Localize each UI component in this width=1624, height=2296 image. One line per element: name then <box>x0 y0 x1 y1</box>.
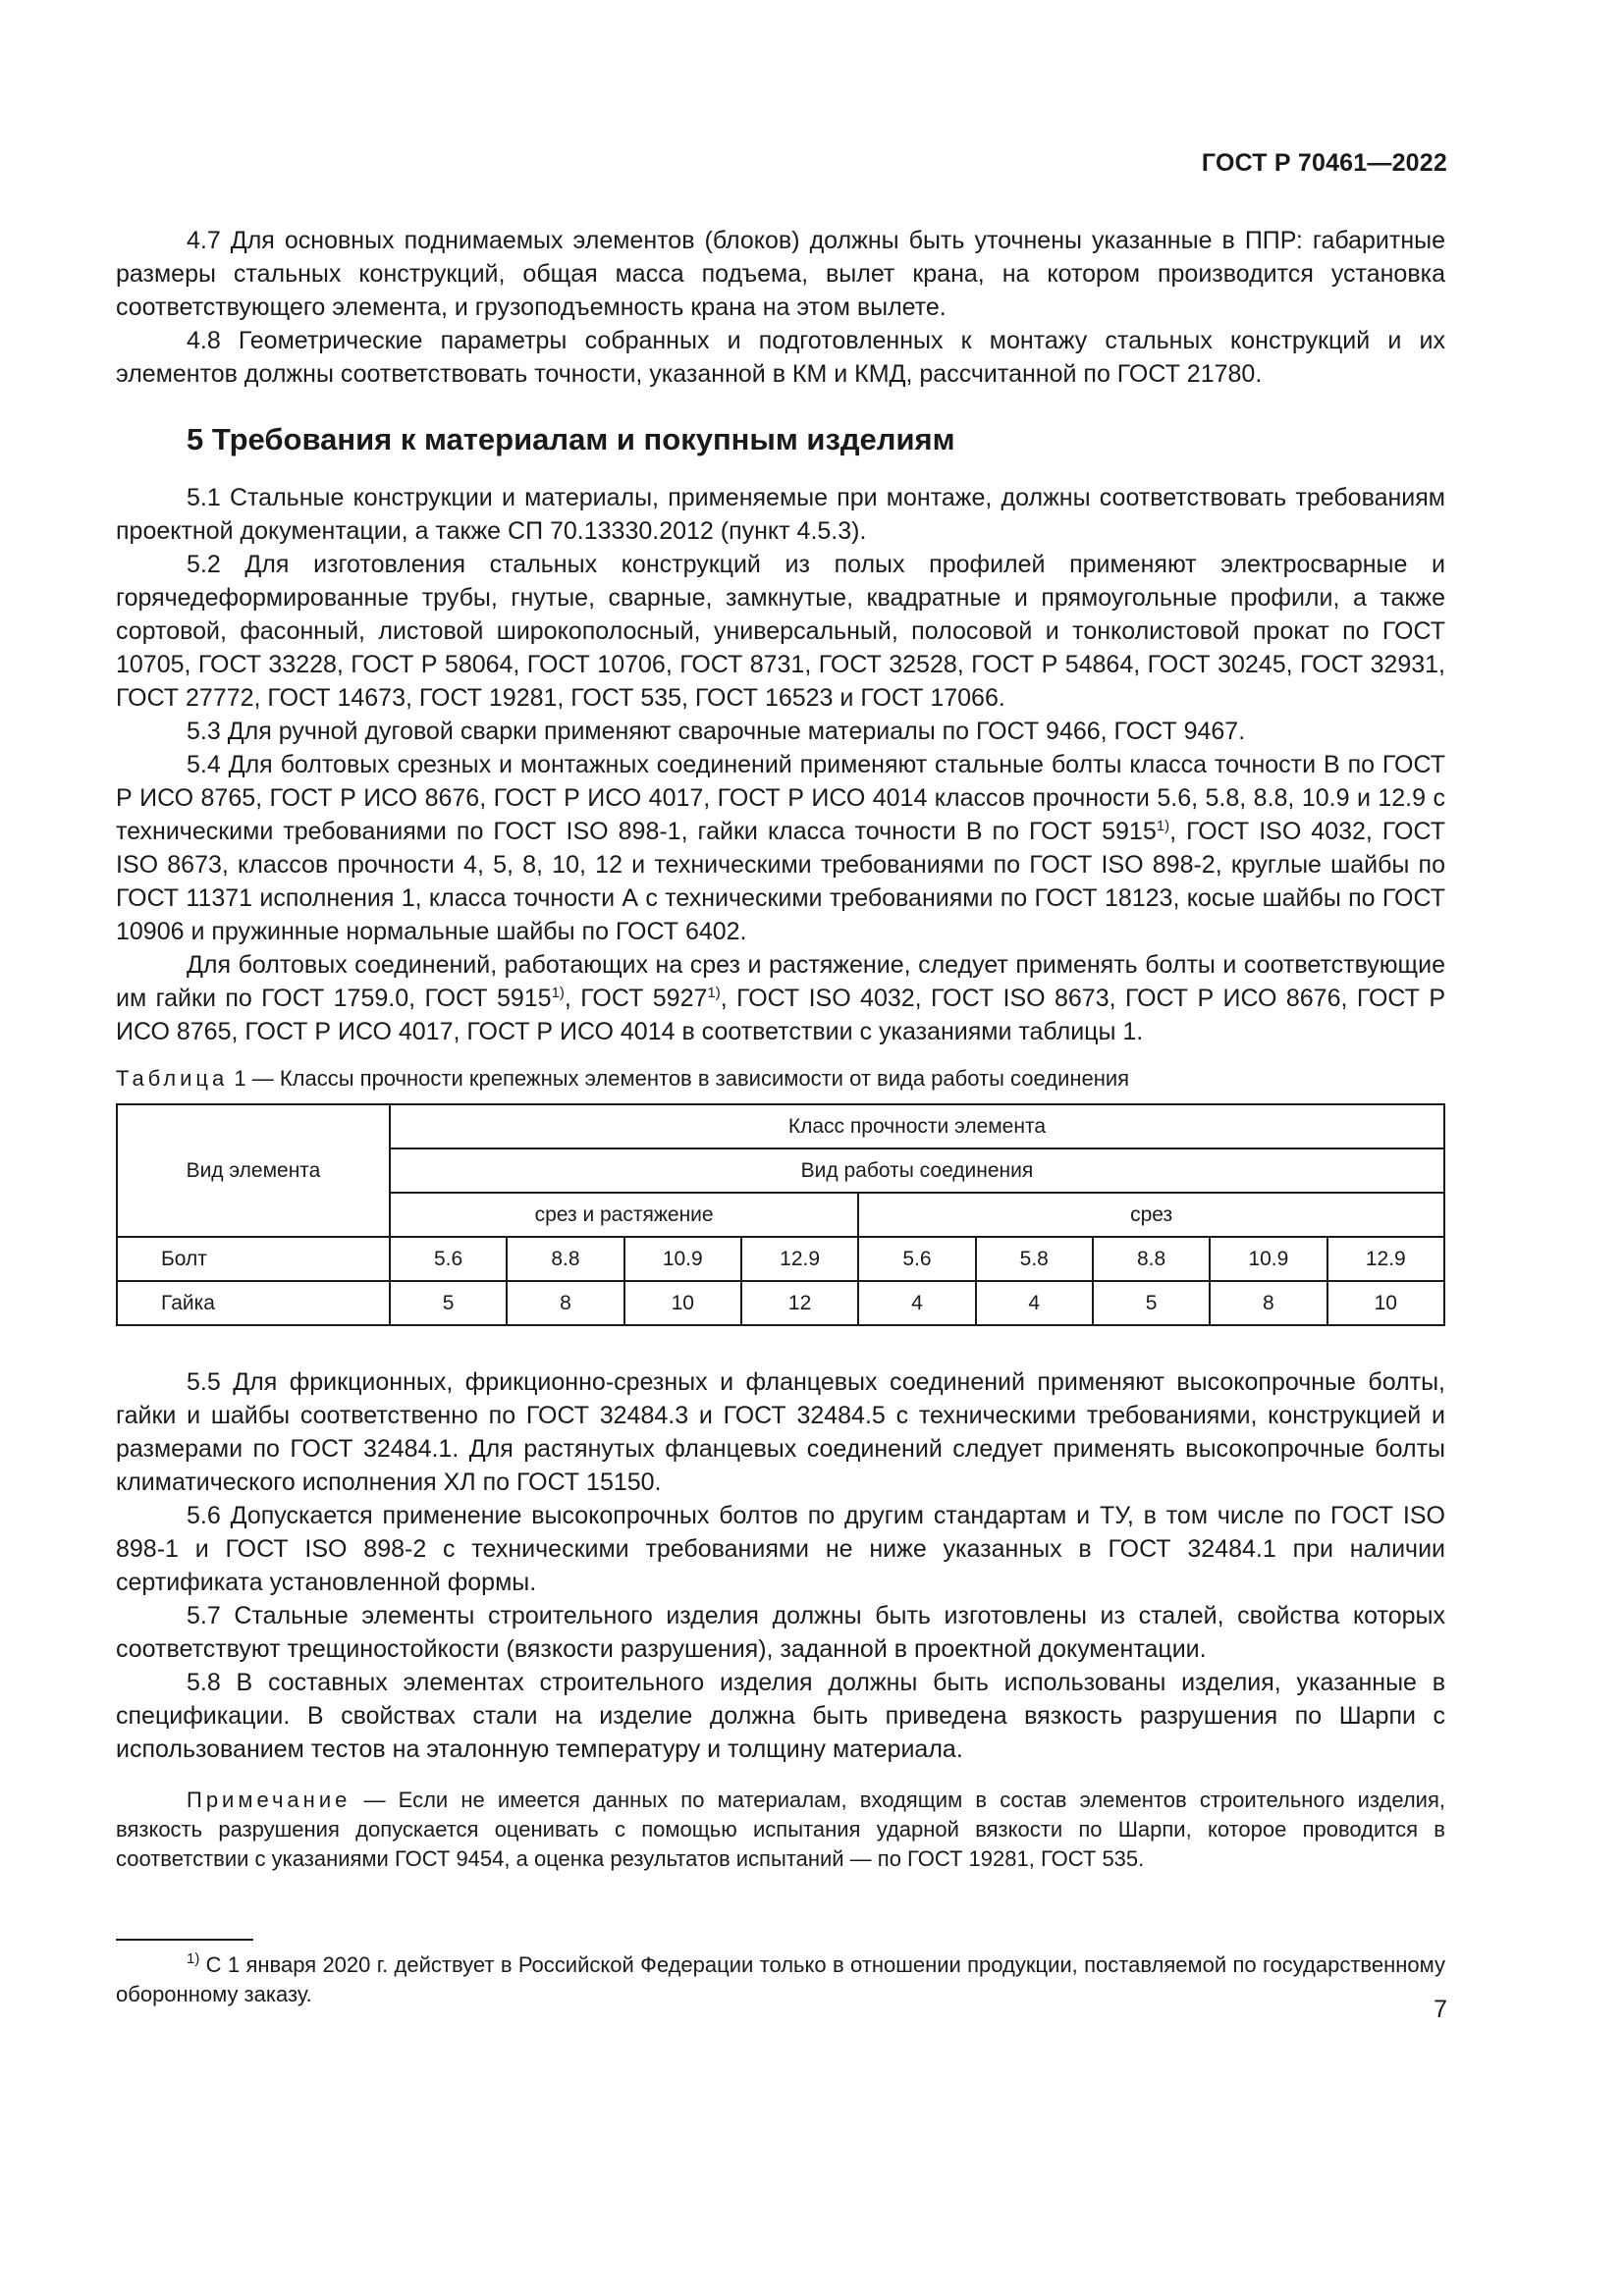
table-cell: 4 <box>858 1281 975 1325</box>
paragraph-5-4c-text-a: Для болтовых соединений, работающих на срез и растяжение, следует применять болты и соответствующие им гайки по ГОСТ 1759.0, ГОСТ 5915 <box>116 951 1445 1012</box>
paragraph-5-8: 5.8 В составных элементах строительного изделия должны быть использованы изделия, указанные в спецификации. В свойствах стали на изделие должна быть приведена вязкость разрушения по Шарпи с использованием тестов на эталонную температуру и толщину материала. <box>116 1669 1445 1763</box>
paragraph-5-4c-text-c: , ГОСТ ISO 4032, ГОСТ ISO 8673, ГОСТ Р ИСО 8676, ГОСТ Р ИСО 8765, ГОСТ Р ИСО 4017, ГОСТ Р ИСО 4014 в соответствии с указаниями таблицы 1. <box>116 985 1445 1045</box>
note <box>116 1786 1445 1874</box>
note-label: Примечание <box>187 1788 352 1812</box>
table-cell: 12.9 <box>1327 1237 1444 1281</box>
footnote-mark: 1) <box>187 1950 200 1967</box>
table-caption-word: Таблица <box>116 1066 229 1091</box>
paragraph-5-1: 5.1 Стальные конструкции и материалы, применяемые при монтаже, должны соответствовать требованиям проектной документации, а также СП 70.13330.2012 (пункт 4.5.3). <box>116 484 1445 545</box>
paragraph-5-5: 5.5 Для фрикционных, фрикционно-срезных и фланцевых соединений применяют высокопрочные болты, гайки и шайбы соответственно по ГОСТ 32484.3 и ГОСТ 32484.5 с техническими требованиями, конструкцией и размерами по ГОСТ 32484.1. Для растянутых фланцевых соединений следует применять высокопрочные болты климатического исполнения ХЛ по ГОСТ 15150. <box>116 1368 1445 1496</box>
paragraph-5-7: 5.7 Стальные элементы строительного изделия должны быть изготовлены из сталей, свойства которых соответствуют трещиностойкости (вязкости разрушения), заданной в проектной документации. <box>116 1602 1445 1663</box>
header-work-type: Вид работы соединения <box>390 1148 1444 1193</box>
paragraph-5-3: 5.3 Для ручной дуговой сварки применяют сварочные материалы по ГОСТ 9466, ГОСТ 9467. <box>187 718 1246 745</box>
header-element-type: Вид элемента <box>117 1104 390 1237</box>
note-text: — Если не имеется данных по материалам, входящим в состав элементов строительного изделия, вязкость разрушения допускается оценивать с помощью испытания ударной вязкости по Шарпи, которое проводится в соответствии с указаниями ГОСТ 9454, а оценка результатов испытаний — по ГОСТ 19281, ГОСТ 535. <box>116 1788 1445 1871</box>
page-content <box>116 224 1445 2009</box>
table-cell: 5.6 <box>390 1237 507 1281</box>
table-cell: 5 <box>390 1281 507 1325</box>
table-caption-text: 1 — Классы прочности крепежных элементов в зависимости от вида работы соединения <box>228 1066 1130 1091</box>
table-cell: 5.6 <box>858 1237 975 1281</box>
header-strength-class: Класс прочности элемента <box>390 1104 1444 1148</box>
table-cell: 8.8 <box>1093 1237 1210 1281</box>
paragraph-5-4 <box>116 748 1445 948</box>
document-code-header: ГОСТ Р 70461—2022 <box>1201 149 1447 177</box>
header-group-shear: срез <box>858 1193 1444 1237</box>
table-cell: 12.9 <box>741 1237 858 1281</box>
table-cell: 5.8 <box>976 1237 1093 1281</box>
section-5-heading: 5 Требования к материалам и покупным изделиям <box>187 422 955 456</box>
paragraph-5-2: 5.2 Для изготовления стальных конструкций из полых профилей применяют электросварные и горячедеформированные трубы, гнутые, сварные, замкнутые, квадратные и прямоугольные профили, а также сортовой, фасонный, листовой широкополосный, универсальный, полосовой и тонколистовой прокат по ГОСТ 10705, ГОСТ 33228, ГОСТ Р 58064, ГОСТ 10706, ГОСТ 8731, ГОСТ 32528, ГОСТ Р 54864, ГОСТ 30245, ГОСТ 32931, ГОСТ 27772, ГОСТ 14673, ГОСТ 19281, ГОСТ 535, ГОСТ 16523 и ГОСТ 17066. <box>116 551 1445 712</box>
paragraph-4-8: 4.8 Геометрические параметры собранных и подготовленных к монтажу стальных конструкций и их элементов должны соответствовать точности, указанной в КМ и КМД, рассчитанной по ГОСТ 21780. <box>116 327 1445 388</box>
paragraph-5-4-text-b: , ГОСТ ISO 4032, ГОСТ ISO 8673, классов прочности 4, 5, 8, 10, 12 и техническими требованиями по ГОСТ ISO 898-2, круглые шайбы по ГОСТ 11371 исполнения 1, класса точности А с техническими требованиями по ГОСТ 18123, косые шайбы по ГОСТ 10906 и пружинные нормальные шайбы по ГОСТ 6402. <box>116 818 1445 945</box>
table-cell: 10.9 <box>624 1237 741 1281</box>
row-label-bolt: Болт <box>117 1237 390 1281</box>
table-cell: 8 <box>1210 1281 1326 1325</box>
paragraph-4-7: 4.7 Для основных поднимаемых элементов (блоков) должны быть уточнены указанные в ППР: габаритные размеры стальных конструкций, общая масса подъема, вылет крана, на котором производится установка соответствующего элемента, и грузоподъемность крана на этом вылете. <box>116 227 1445 321</box>
row-label-nut: Гайка <box>117 1281 390 1325</box>
footnote <box>116 1950 1445 2009</box>
footnote-ref: 1) <box>1156 818 1170 834</box>
strength-classes-table <box>116 1103 1445 1326</box>
header-group-tension: срез и растяжение <box>390 1193 858 1237</box>
table-cell: 8 <box>507 1281 623 1325</box>
table-cell: 5 <box>1093 1281 1210 1325</box>
footnote-ref: 1) <box>551 985 565 1001</box>
table-row <box>117 1237 1444 1281</box>
table-1-caption <box>116 1064 1445 1094</box>
table-cell: 4 <box>976 1281 1093 1325</box>
table-cell: 12 <box>741 1281 858 1325</box>
table-cell: 10.9 <box>1210 1237 1326 1281</box>
table-cell: 10 <box>624 1281 741 1325</box>
paragraphs-after-table <box>116 1365 1445 1766</box>
footnote-ref: 1) <box>707 985 721 1001</box>
table-row <box>117 1281 1444 1325</box>
paragraph-5-4c-text-b: , ГОСТ 5927 <box>564 985 708 1012</box>
footnote-text: С 1 января 2020 г. действует в Российской Федерации только в отношении продукции, поставляемой по государственному оборонному заказу. <box>116 1952 1445 2006</box>
footnote-divider <box>116 1939 253 1941</box>
page-number: 7 <box>1434 1996 1447 2023</box>
table-cell: 8.8 <box>507 1237 623 1281</box>
table-cell: 10 <box>1327 1281 1444 1325</box>
paragraph-5-6: 5.6 Допускается применение высокопрочных болтов по другим стандартам и ТУ, в том числе по ГОСТ ISO 898-1 и ГОСТ ISO 898-2 с техническими требованиями не ниже указанных в ГОСТ 32484.1 при наличии сертификата установленной формы. <box>116 1502 1445 1596</box>
paragraph-5-4-text-a: 5.4 Для болтовых срезных и монтажных соединений применяют стальные болты класса точности В по ГОСТ Р ИСО 8765, ГОСТ Р ИСО 8676, ГОСТ Р ИСО 4017, ГОСТ Р ИСО 4014 классов прочности 5.6, 5.8, 8.8, 10.9 и 12.9 с техническими требованиями по ГОСТ ISO 898-1, гайки класса точности В по ГОСТ 5915 <box>116 751 1445 845</box>
paragraph-5-4-continued <box>116 948 1445 1048</box>
